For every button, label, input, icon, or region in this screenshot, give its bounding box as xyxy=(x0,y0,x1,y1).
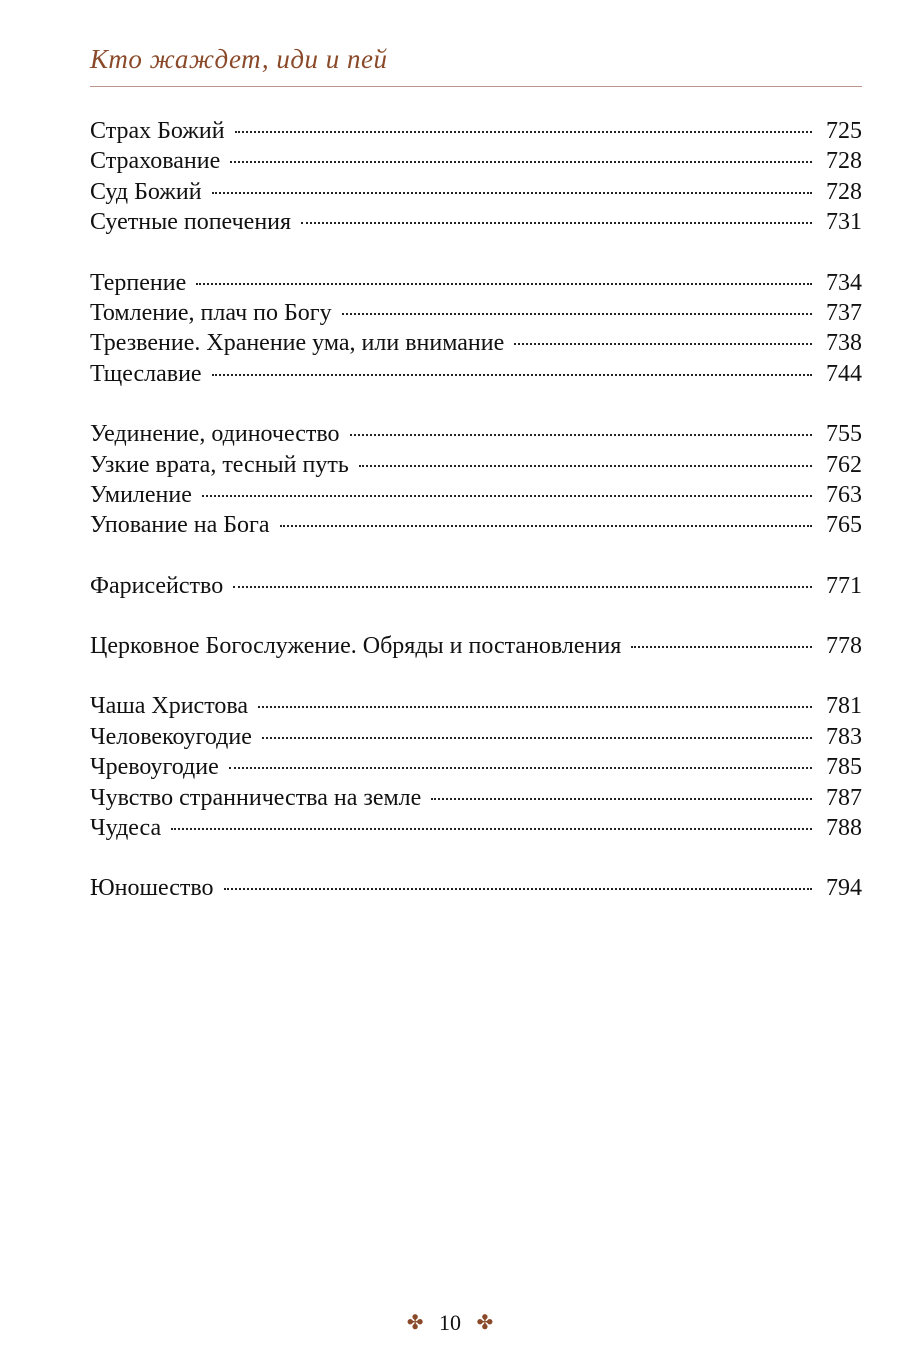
toc-entry-page: 755 xyxy=(826,421,862,448)
toc-entry-page: 794 xyxy=(826,875,862,902)
header-rule xyxy=(90,86,862,87)
toc-entry[interactable] xyxy=(90,480,862,510)
toc-entry[interactable] xyxy=(90,116,862,146)
toc-entry-title: Суд Божий xyxy=(90,178,202,205)
toc-entry-page: 737 xyxy=(826,299,862,326)
toc-entry-page: 744 xyxy=(826,360,862,387)
toc-entry-title: Страх Божий xyxy=(90,118,225,144)
toc-entry[interactable] xyxy=(90,298,862,328)
toc-entry[interactable] xyxy=(90,359,862,389)
toc-entry-title: Тщеславие xyxy=(90,360,202,387)
toc-entry[interactable] xyxy=(90,328,862,358)
toc-entry-page: 728 xyxy=(826,178,862,205)
dot-leader xyxy=(258,706,812,708)
toc-entry[interactable] xyxy=(90,177,862,207)
toc-entry[interactable] xyxy=(90,571,862,601)
toc-entry[interactable] xyxy=(90,207,862,237)
dot-leader xyxy=(262,737,812,739)
toc-entry-page: 738 xyxy=(826,330,862,357)
toc-entry[interactable] xyxy=(90,783,862,813)
toc-entry-title: Страхование xyxy=(90,148,221,175)
toc-entry[interactable] xyxy=(90,146,862,176)
toc-entry-title: Чревоугодие xyxy=(90,754,219,781)
toc-entry-page: 781 xyxy=(826,693,862,720)
toc-entry-page: 725 xyxy=(826,118,862,144)
toc-entry-page: 728 xyxy=(826,148,862,175)
toc-entry-title: Чаша Христова xyxy=(90,693,249,720)
toc-entry-page: 785 xyxy=(826,754,862,781)
toc-entry[interactable] xyxy=(90,873,862,903)
dot-leader xyxy=(235,131,812,133)
dot-leader xyxy=(631,646,812,648)
toc-entry-title: Человекоугодие xyxy=(90,723,252,750)
dot-leader xyxy=(212,192,812,194)
dot-leader xyxy=(350,434,812,436)
toc-entry-page: 734 xyxy=(826,269,862,296)
toc-entry-title: Уединение, одиночество xyxy=(90,421,340,448)
toc-entry-title: Суетные попечения xyxy=(90,209,292,236)
toc-entry-page: 765 xyxy=(826,512,862,539)
toc-entry[interactable] xyxy=(90,752,862,782)
dot-leader xyxy=(196,283,812,285)
toc-entry-page: 783 xyxy=(826,723,862,750)
toc-entry[interactable] xyxy=(90,268,862,298)
ornament-right-icon: ✤ xyxy=(476,1312,494,1335)
dot-leader xyxy=(233,586,812,588)
toc-entry-page: 731 xyxy=(826,209,862,236)
dot-leader xyxy=(359,465,812,467)
toc-entry-title: Чувство странничества на земле xyxy=(90,784,422,811)
running-title: Кто жаждет, иди и пей xyxy=(90,44,388,74)
toc-entry-page: 771 xyxy=(826,572,862,599)
toc-entry[interactable] xyxy=(90,419,862,449)
dot-leader xyxy=(230,161,812,163)
toc-entry-page: 778 xyxy=(826,633,862,660)
dot-leader xyxy=(224,888,812,890)
toc-entry[interactable] xyxy=(90,813,862,843)
toc-entry[interactable] xyxy=(90,450,862,480)
toc-entry-title: Чудеса xyxy=(90,815,162,842)
toc-entry[interactable] xyxy=(90,631,862,661)
toc-entry-page: 788 xyxy=(826,815,862,842)
dot-leader xyxy=(514,343,812,345)
dot-leader xyxy=(202,495,812,497)
toc-entry-title: Терпение xyxy=(90,269,187,296)
toc-entry-title: Церковное Богослужение. Обряды и постановления xyxy=(90,633,622,660)
page-footer xyxy=(0,1308,900,1336)
dot-leader xyxy=(171,828,812,830)
toc-entry-title: Фарисейство xyxy=(90,572,224,599)
toc-entry-title: Томление, плач по Богу xyxy=(90,299,332,326)
dot-leader xyxy=(229,767,812,769)
toc-entry[interactable] xyxy=(90,722,862,752)
toc-entry-page: 763 xyxy=(826,481,862,508)
toc-entry[interactable] xyxy=(90,510,862,540)
toc-entry-title: Юношество xyxy=(90,875,214,902)
table-of-contents xyxy=(90,116,862,904)
toc-entry-page: 762 xyxy=(826,451,862,478)
toc-entry[interactable] xyxy=(90,691,862,721)
dot-leader xyxy=(301,222,812,224)
dot-leader xyxy=(342,313,812,315)
toc-entry-title: Узкие врата, тесный путь xyxy=(90,451,349,478)
dot-leader xyxy=(212,374,812,376)
ornament-left-icon: ✤ xyxy=(406,1312,424,1335)
dot-leader xyxy=(431,798,812,800)
page-number: 10 xyxy=(439,1309,461,1335)
toc-entry-page: 787 xyxy=(826,784,862,811)
toc-entry-title: Трезвение. Хранение ума, или внимание xyxy=(90,330,505,357)
toc-entry-title: Упование на Бога xyxy=(90,512,270,539)
dot-leader xyxy=(280,525,812,527)
toc-entry-title: Умиление xyxy=(90,481,192,508)
